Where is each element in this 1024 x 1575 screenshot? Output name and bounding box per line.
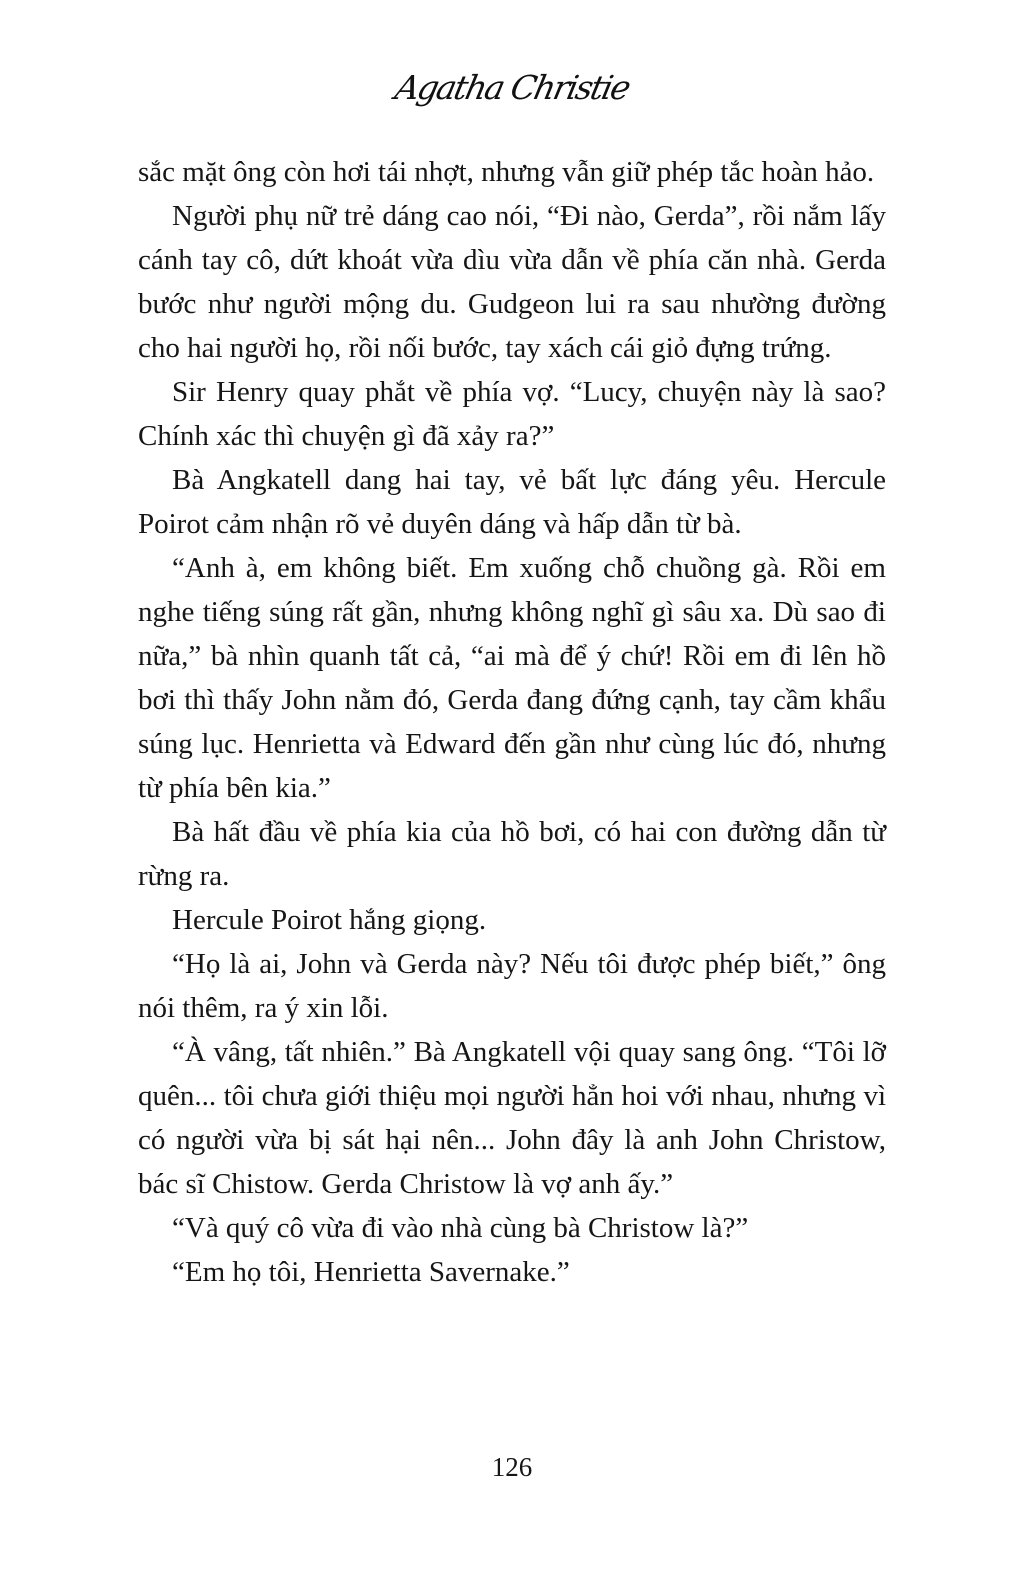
text-block	[138, 150, 886, 1294]
paragraph: Sir Henry quay phắt về phía vợ. “Lucy, chuyện này là sao? Chính xác thì chuyện gì đã xảy ra?”	[138, 376, 886, 452]
paragraph: Hercule Poirot hắng giọng.	[172, 904, 487, 936]
paragraph: “Anh à, em không biết. Em xuống chỗ chuồng gà. Rồi em nghe tiếng súng rất gần, nhưng không nghĩ gì sâu xa. Dù sao đi nữa,” bà nhìn quanh tất cả, “ai mà để ý chứ! Rồi em đi lên hồ bơi thì thấy John nằm đó, Gerda đang đứng cạnh, tay cầm khẩu súng lục. Henrietta và Edward đến gần như cùng lúc đó, nhưng từ phía bên kia.”	[138, 552, 886, 804]
paragraph: Bà Angkatell dang hai tay, vẻ bất lực đáng yêu. Hercule Poirot cảm nhận rõ vẻ duyên dáng và hấp dẫn từ bà.	[138, 464, 886, 540]
agatha-christie-signature-logo: Agatha Christie	[391, 68, 633, 107]
paragraph: Bà hất đầu về phía kia của hồ bơi, có hai con đường dẫn từ rừng ra.	[138, 816, 886, 892]
paragraph: sắc mặt ông còn hơi tái nhợt, nhưng vẫn giữ phép tắc hoàn hảo.	[138, 156, 875, 188]
paragraph: Người phụ nữ trẻ dáng cao nói, “Đi nào, Gerda”, rồi nắm lấy cánh tay cô, dứt khoát vừa dìu vừa dẫn về phía căn nhà. Gerda bước như người mộng du. Gudgeon lui ra sau nhường đường cho hai người họ, rồi nối bước, tay xách cái giỏ đựng trứng.	[138, 200, 886, 364]
paragraph: “Và quý cô vừa đi vào nhà cùng bà Christow là?”	[172, 1212, 749, 1244]
page-header	[0, 68, 1024, 107]
paragraph: “Em họ tôi, Henrietta Savernake.”	[172, 1256, 570, 1288]
paragraph: “Họ là ai, John và Gerda này? Nếu tôi được phép biết,” ông nói thêm, ra ý xin lỗi.	[138, 948, 886, 1024]
page-number: 126	[491, 1452, 533, 1482]
paragraph: “À vâng, tất nhiên.” Bà Angkatell vội quay sang ông. “Tôi lỡ quên... tôi chưa giới thiệu mọi người hẳn hoi với nhau, nhưng vì có người vừa bị sát hại nên... John đây là anh John Christow, bác sĩ Chistow. Gerda Christow là vợ anh ấy.”	[138, 1036, 886, 1200]
page-footer	[0, 1452, 1024, 1483]
